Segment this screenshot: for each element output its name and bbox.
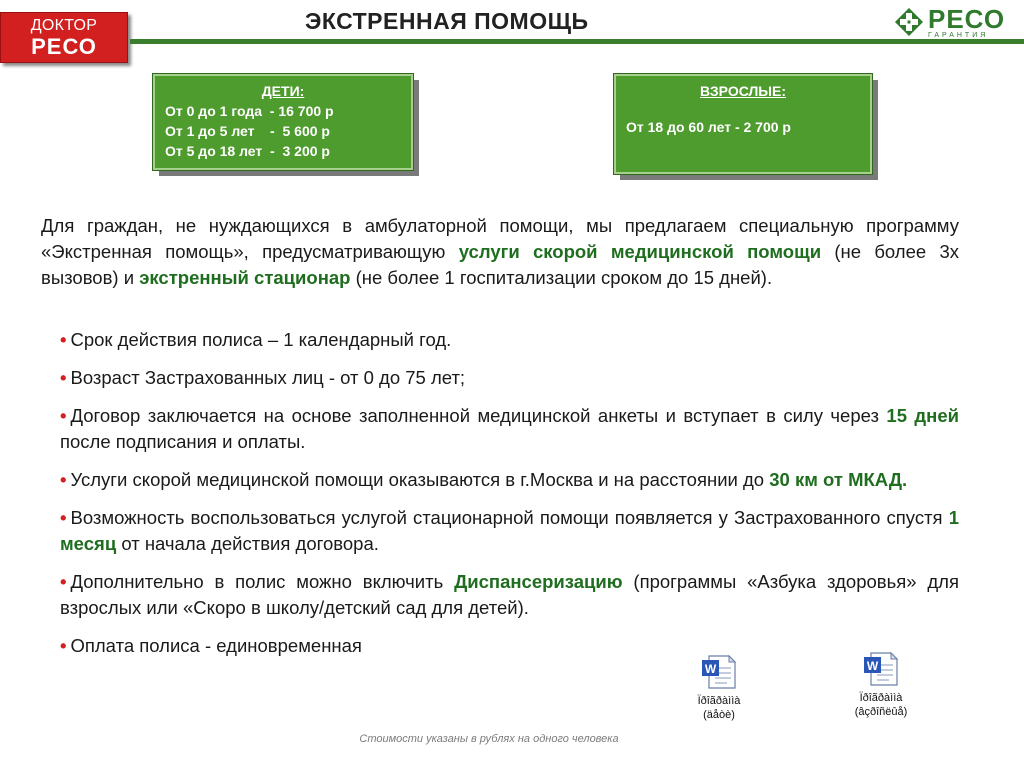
program-adults-document[interactable] [826,651,936,719]
intro-highlight-ambulance: услуги скорой медицинской помощи [458,241,822,262]
list-item [60,365,959,391]
intro-text: Для граждан, не нуждающихся в амбулаторной помощи, мы предлагаем специальную программу «Экстренная помощь», предусматривающую [41,215,959,262]
bullet-text: Возможность воспользоваться услугой стационарной помощи появляется у Застрахованного спустя [70,507,949,528]
document-label-line1: Ïðîãðàììà [859,692,903,704]
reso-emblem-icon [894,7,924,37]
list-item [60,327,959,353]
document-label-line2: (âçðîñëûå) [854,706,908,718]
word-document-icon [701,654,737,690]
conditions-list [60,327,959,671]
list-item [60,633,959,659]
bullet-marker: • [60,405,67,426]
adults-price-box [614,74,872,174]
bullet-text: (программы «Азбука здоровья» для взрослых или «Скоро в школу/детский сад для детей). [60,571,959,618]
bullet-text: Услуги скорой медицинской помощи оказываются в г.Москва и на расстоянии до [70,469,770,490]
header-divider [130,39,1024,44]
adults-price-row: От 18 до 60 лет - 2 700 р [626,119,791,135]
bullet-text: Срок действия полиса – 1 календарный год. [70,329,452,350]
svg-text:W: W [704,662,717,676]
bullet-highlight: 1 месяц [60,507,959,554]
bullet-marker: • [60,367,67,388]
word-document-icon [863,651,899,687]
bullet-text: после подписания и оплаты. [60,431,306,452]
reso-garantia-logo [894,4,1014,38]
bullet-text: Договор заключается на основе заполненной медицинской анкеты и вступает в силу через [70,405,887,426]
doctor-reso-logo [0,12,128,63]
bullet-marker: • [60,469,67,490]
list-item [60,569,959,621]
bullet-marker: • [60,635,67,656]
bullet-text: Возраст Застрахованных лиц - от 0 до 75 лет; [70,367,466,388]
kids-price-row: От 0 до 1 года - 16 700 р [165,103,334,119]
document-label-line1: Ïðîãðàììà [697,695,741,707]
footnote: Стоимости указаны в рублях на одного человека [359,733,619,745]
bullet-highlight: 15 дней [886,405,960,426]
bullet-marker: • [60,571,67,592]
intro-text: (не более 1 госпитализации сроком до 15 дней). [350,267,773,288]
bullet-marker: • [60,329,67,350]
bullet-text: Дополнительно в полис можно включить [70,571,455,592]
bullet-marker: • [60,507,67,528]
logo-left-line2: РЕСО [31,34,97,59]
list-item [60,467,959,493]
list-item [60,403,959,455]
intro-paragraph [41,213,959,291]
kids-price-row: От 1 до 5 лет - 5 600 р [165,123,330,139]
page-title: ЭКСТРЕННАЯ ПОМОЩЬ [305,8,589,34]
kids-price-box [153,74,413,170]
bullet-highlight: 30 км от МКАД. [769,469,908,490]
program-children-document[interactable] [664,654,774,722]
bullet-text: от начала действия договора. [116,533,379,554]
intro-highlight-hospital: экстренный стационар [139,267,351,288]
bullet-text: Оплата полиса - единовременная [70,635,362,656]
list-item [60,505,959,557]
document-label-line2: (äåòè) [703,709,735,721]
adults-price-title: ВЗРОСЛЫЕ: [699,83,787,99]
intro-text: (не более 3х вызовов) и [41,241,959,288]
svg-text:W: W [866,659,879,673]
logo-right-sub: ГАРАНТИЯ [928,32,989,39]
kids-price-title: ДЕТИ: [261,83,305,99]
kids-price-row: От 5 до 18 лет - 3 200 р [165,143,330,159]
bullet-highlight: Диспансеризацию [454,571,623,592]
logo-right-brand: РЕСО [928,4,1006,34]
logo-left-line1: ДОКТОР [30,17,98,34]
